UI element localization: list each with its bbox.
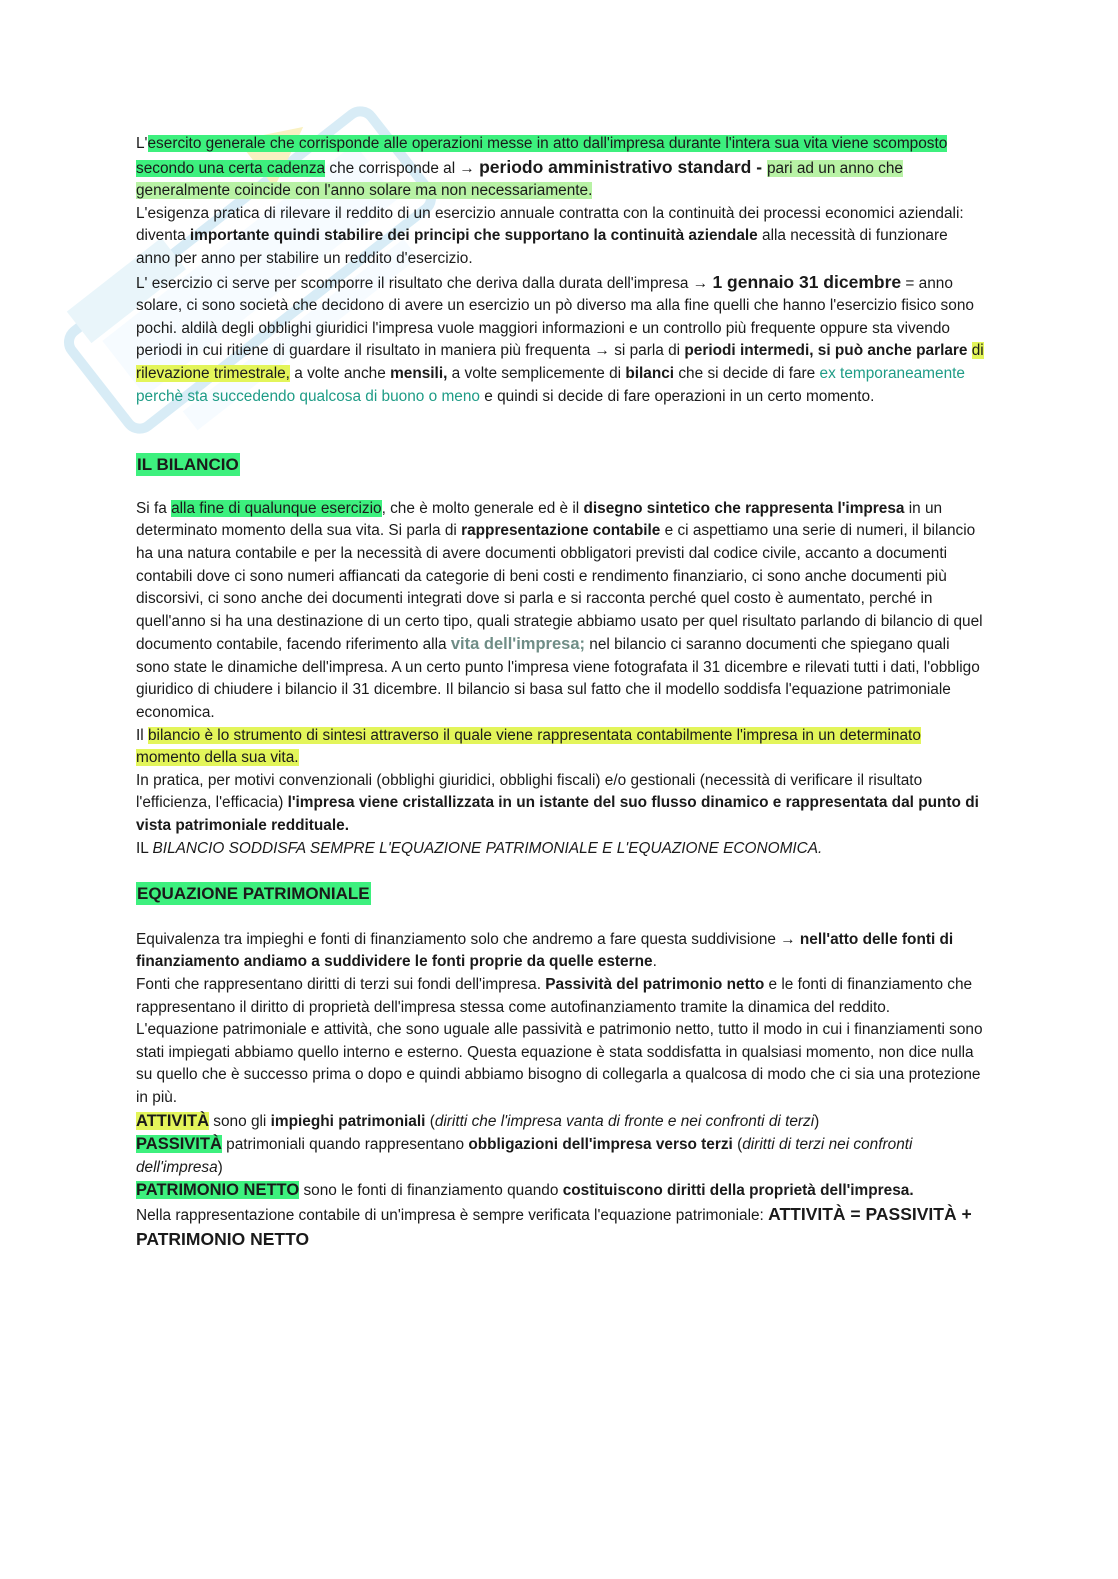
text: sono le fonti di finanziamento quando: [299, 1182, 563, 1200]
text: che si decide di fare: [674, 364, 820, 382]
italic-diritti-terzi: diritti di terzi nei confronti dell'impresa: [136, 1136, 913, 1176]
paragraph-equazione: L'equazione patrimoniale e attività, che sono uguale alle passività e patrimonio netto, tutto il modo in cui i finanziamenti sono stati impiegati abbiamo quello interno e esterno. Questa equazione è stata soddisfatta in qualsiasi momento, non dice nulla su quello che è successo prima o dopo e quindi abbiamo bisogno di collegarla a qualcosa di modo che ci sia una protezione in più.: [136, 1021, 983, 1106]
heading-bilancio: IL BILANCIO: [137, 455, 239, 475]
paragraph-attivita: [136, 1110, 986, 1134]
text: In pratica, per motivi convenzionali (obblighi giuridici, obblighi fiscali) e/o gestionali (necessità di verificare il risultato l'efficienza, l'efficacia): [136, 771, 923, 812]
text: L': [136, 135, 148, 152]
highlight-esercizio: esercito generale che corrisponde alle operazioni messe in atto dall'impresa durante l'intera sua vita viene scomposto secondo una certa cadenza: [136, 135, 948, 177]
text: Fonti che rappresentano diritti di terzi sui fondi dell'impresa.: [136, 976, 546, 993]
text: L' esercizio ci serve per scomporre il risultato che deriva dalla durata dell'impresa →: [136, 274, 713, 292]
bold-impieghi: impieghi patrimoniali: [270, 1112, 426, 1130]
text: -: [751, 156, 767, 177]
paragraph-equivalenza: [136, 929, 986, 974]
bold-obbligazioni: obbligazioni dell'impresa verso terzi: [468, 1136, 733, 1154]
highlight-trimestrale: di rilevazione trimestrale,: [136, 342, 984, 382]
bold-diritti-proprieta: costituiscono diritti della proprietà dell'impresa.: [562, 1182, 914, 1200]
text: patrimoniali quando rappresentano: [221, 1136, 469, 1154]
teal-text: ex temporaneamente perchè sta succedendo qualcosa di buono o meno: [136, 364, 965, 405]
bold-periodi-intermedi: periodi intermedi, si può anche parlare: [684, 342, 968, 360]
paragraph-patrimonio-netto: [136, 1179, 986, 1203]
text: IL: [136, 839, 153, 857]
text: (: [732, 1136, 743, 1154]
paragraph-bilancio-soddisfa: [136, 838, 986, 861]
keyword-attivita: ATTIVITÀ: [136, 1111, 210, 1130]
bold-fonti: nell'atto delle fonti di finanziamento andiamo a suddividere le fonti proprie da quelle esterne: [136, 930, 954, 971]
text: Equivalenza tra impieghi e fonti di finanziamento solo che andremo a fare questa suddivisione →: [136, 930, 800, 948]
highlight-anno: pari ad un anno che generalmente coincide con l'anno solare ma non necessariamente.: [136, 159, 903, 200]
italic-diritti: diritti che l'impresa vanta di fronte e nei confronti di terzi: [434, 1112, 815, 1130]
text: Si fa: [136, 499, 172, 517]
text: sono gli: [209, 1112, 271, 1130]
keyword-passivita: PASSIVITÀ: [136, 1135, 222, 1154]
paragraph-scomporre: [136, 271, 986, 409]
heading-equazione-patrimoniale: EQUAZIONE PATRIMONIALE: [137, 884, 370, 904]
bold-passivita-patrimonio: Passività del patrimonio netto: [545, 976, 765, 993]
italic-soddisfa: BILANCIO SODDISFA SEMPRE L'EQUAZIONE PATRIMONIALE E L'EQUAZIONE ECONOMICA.: [152, 839, 823, 857]
paragraph-fonti-terzi: [136, 974, 986, 1019]
bold-periodo-amministrativo: periodo amministrativo standard: [479, 156, 752, 177]
text: e le fonti di finanziamento che rappresentano il diritto di proprietà dell'impresa stessa come autofinanziamento tramite la dinamica del reddito.: [136, 976, 973, 1016]
paragraph-bilancio-intro: [136, 498, 986, 725]
highlight-bilancio-strumento: bilancio è lo strumento di sintesi attraverso il quale viene rappresentata contabilmente l'impresa in un determinato momento della sua vita.: [136, 726, 921, 767]
paragraph-bilancio-definizione: [136, 725, 986, 770]
paragraph-esercizio: [136, 133, 986, 203]
document-body: [136, 133, 986, 1252]
text: in un determinato momento della sua vita. Si parla di: [136, 499, 943, 540]
bold-date: 1 gennaio 31 dicembre: [712, 271, 902, 292]
paragraph-bilancio-pratica: [136, 770, 986, 838]
text: = anno solare, ci sono società che decidono di avere un esercizio un pò diverso ma alla fine quelli che hanno l'esercizio fisico sono pochi. aldilà degli obblighi giuridici l'impresa vuole maggiori informazioni e un controllo più frequente oppure sta vivendo periodi in cui ritiene di guardare il risultato in maniera più frequenta → si parla di: [136, 274, 974, 360]
keyword-patrimonio-netto: PATRIMONIO NETTO: [136, 1181, 300, 1200]
paragraph-passivita: [136, 1133, 986, 1179]
text: L'esigenza pratica di rilevare il reddito di un esercizio annuale contratta con la continuità dei processi economici aziendali: diventa: [136, 204, 964, 245]
bold-mensili: mensili,: [390, 364, 448, 382]
bold-disegno-sintetico: disegno sintetico che rappresenta l'impresa: [583, 499, 905, 517]
bold-cristallizzata: l'impresa viene cristallizzata in un istante del suo flusso dinamico e rappresentata dal punto di vista patrimoniale reddituale.: [136, 794, 979, 835]
paragraph-esigenza: [136, 203, 986, 271]
text: alla necessità di funzionare anno per anno per stabilire un reddito d'esercizio.: [136, 227, 948, 267]
text: a volte anche: [289, 364, 391, 382]
text: Il: [136, 726, 148, 744]
text: (: [425, 1112, 435, 1130]
text: che corrisponde al →: [325, 159, 480, 177]
text: , che è molto generale ed è il: [381, 499, 584, 517]
bold-principi: importante quindi stabilire dei principi che supportano la continuità aziendale: [189, 227, 758, 245]
text: .: [652, 953, 657, 971]
bold-rappresentazione-contabile: rappresentazione contabile: [461, 522, 661, 540]
text: nel bilancio ci saranno documenti che spiegano quali sono state le dinamiche dell'impresa. A un certo punto l'impresa viene fotografata il 31 dicembre e rilevati tutti i dati, l'obbligo giuridico di chiudere i bilancio il 31 dicembre. Il bilancio si basa sul fatto che il modello soddisfa l'equazione patrimoniale economica.: [136, 636, 980, 722]
highlight-fine-esercizio: alla fine di qualunque esercizio: [171, 499, 382, 517]
text: ): [217, 1158, 223, 1176]
paragraph-equazione-finale: [136, 1203, 986, 1252]
text: a volte semplicemente di: [447, 364, 626, 382]
bold-bilanci: bilanci: [625, 364, 675, 382]
bold-vita-impresa: vita dell'impresa;: [450, 635, 585, 654]
text: ): [814, 1112, 820, 1130]
text: e ci aspettiamo una serie di numeri, il bilancio ha una natura contabile e per la necessità di avere documenti obbligatori previsti dal codice civile, accanto a documenti contabili dove ci sono numeri affiancati da categorie di beni costi e rendimento finanziario, ci sono anche documenti più discorsivi, ci sono anche dei documenti integrati dove si parla e si racconta perché quel costo è aumentato, perché in quell'anno si ha una destinazione di un certo tipo, quali strategie abbiamo usato per quel risultato parlando di bilancio di quel documento contabile, facendo riferimento alla: [136, 522, 983, 654]
bold-equazione-formula: ATTIVITÀ = PASSIVITÀ + PATRIMONIO NETTO: [136, 1203, 972, 1249]
text: e quindi si decide di fare operazioni in un certo momento.: [479, 387, 875, 405]
text: Nella rappresentazione contabile di un'impresa è sempre verificata l'equazione patrimoniale:: [136, 1206, 769, 1224]
